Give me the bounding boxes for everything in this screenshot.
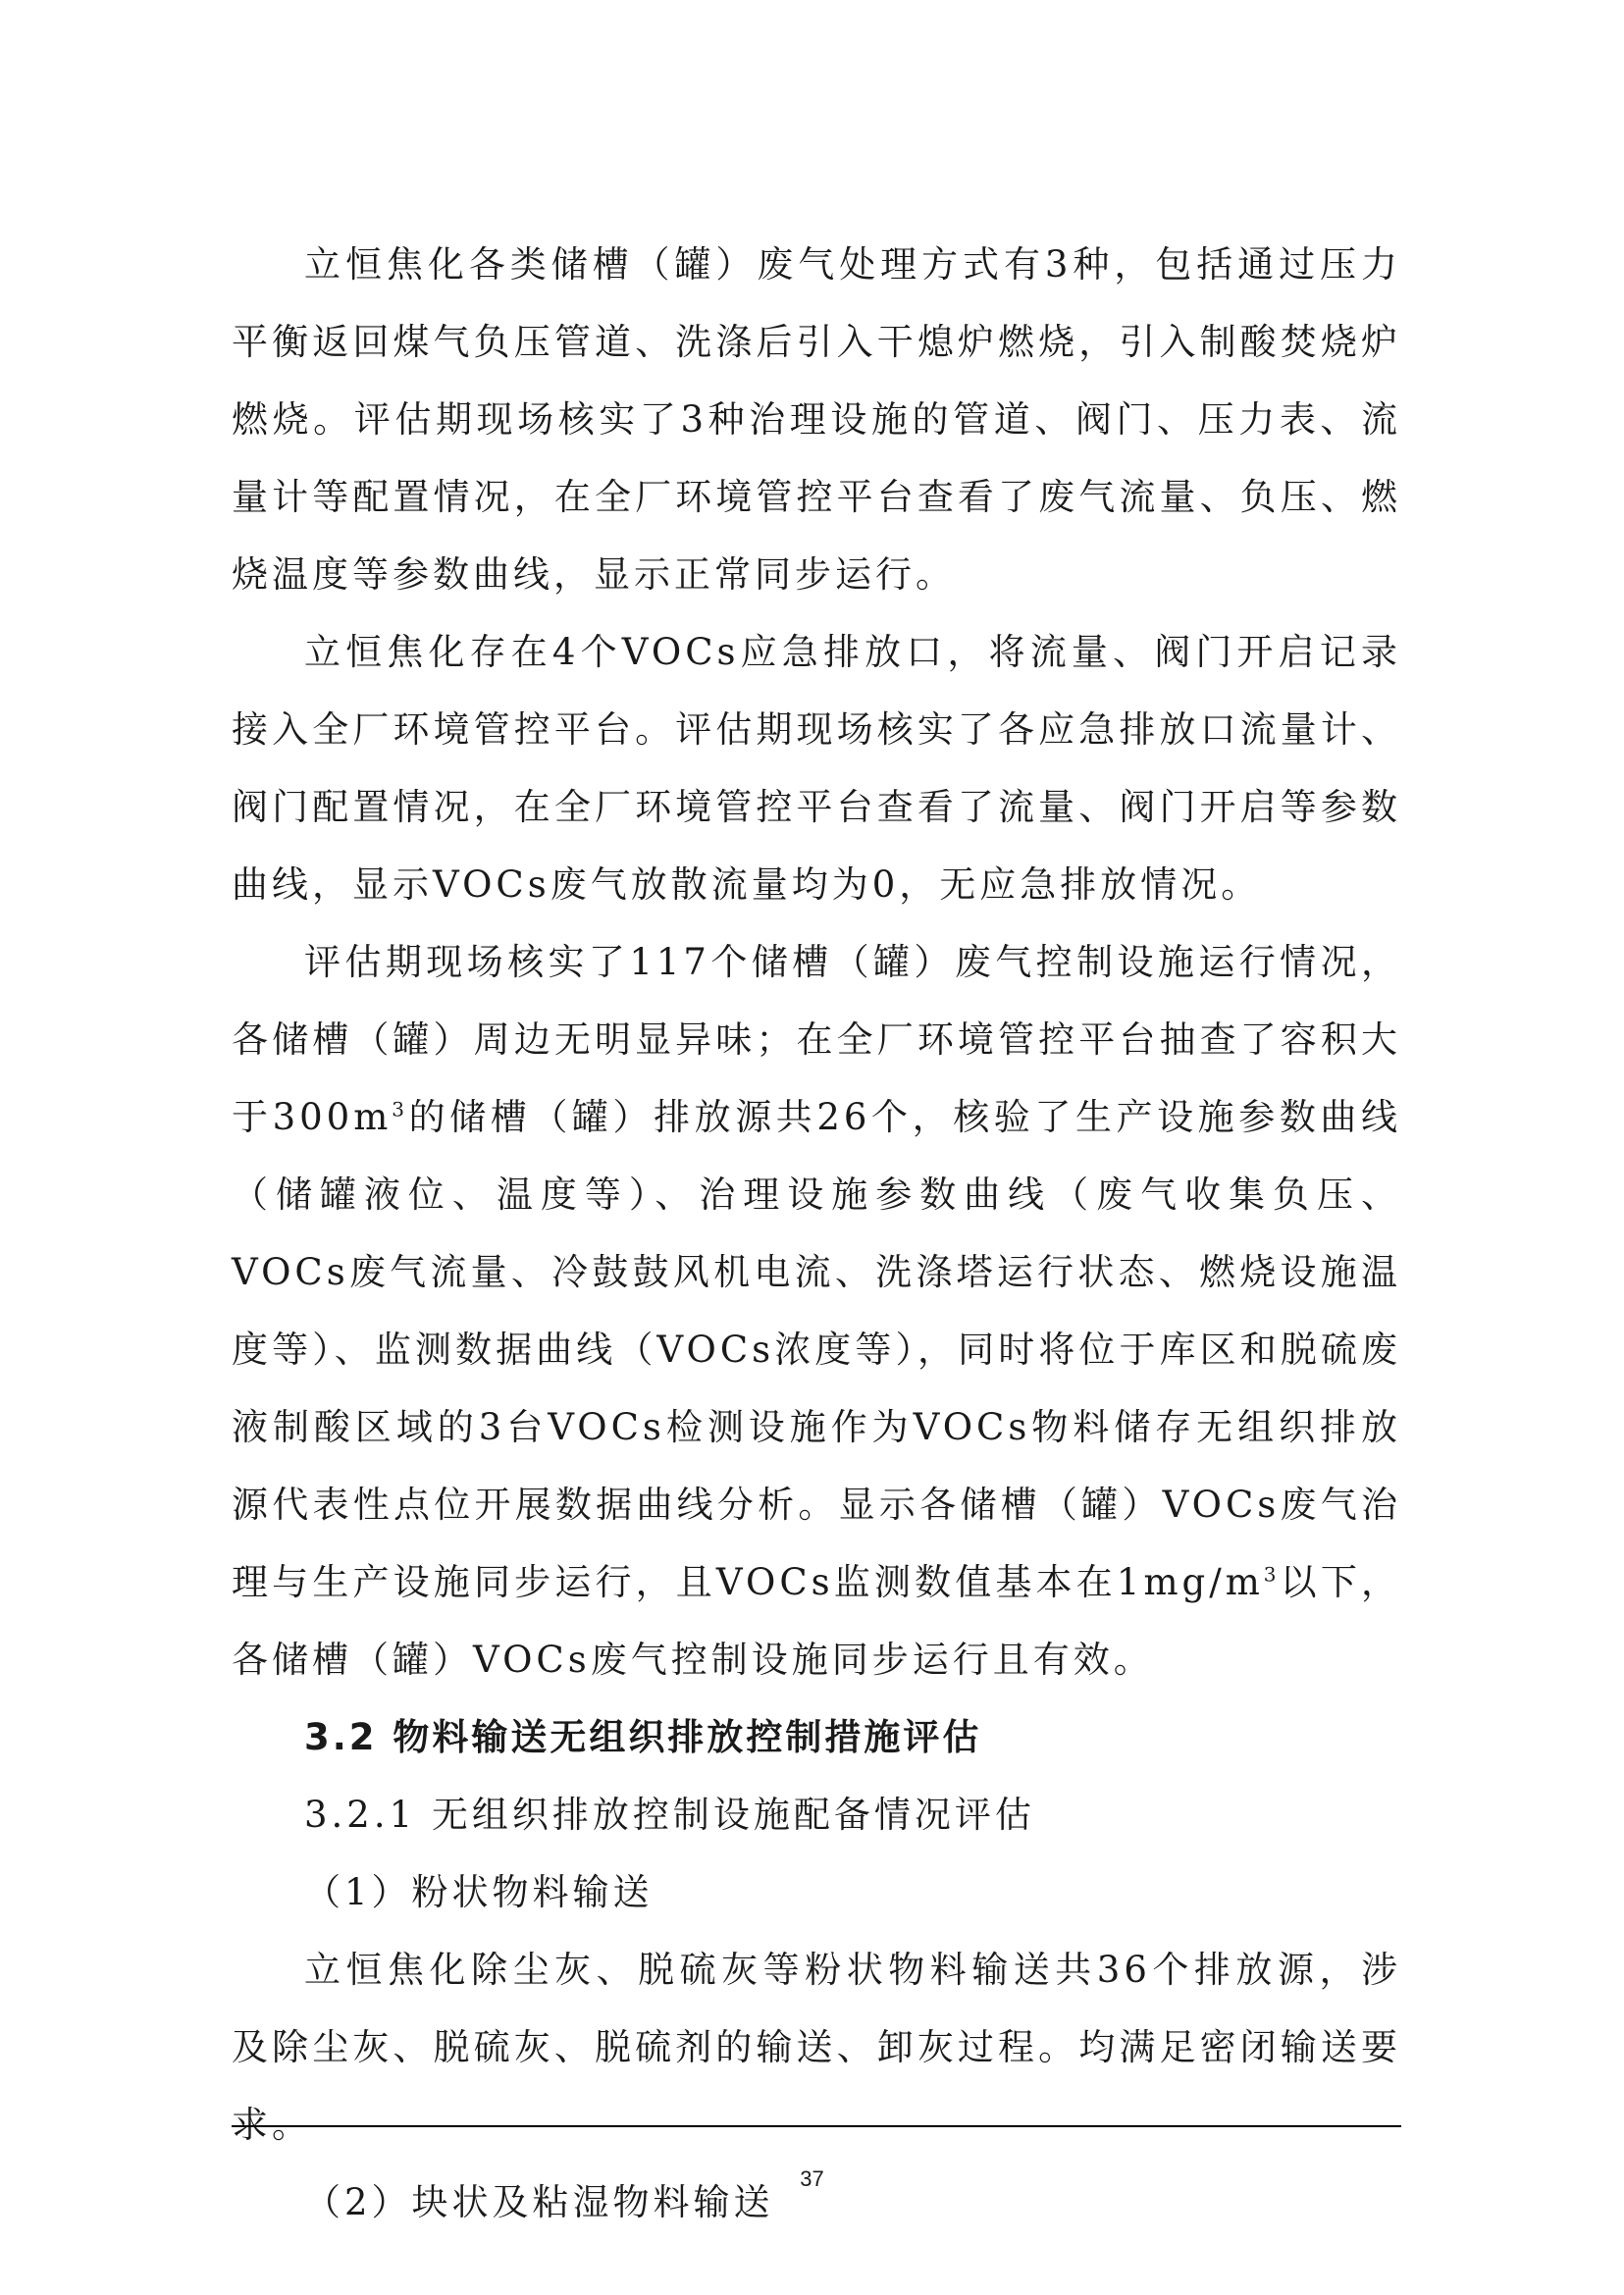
paragraph-text: 评估期现场核实了117个储槽（罐）废气控制设施运行情况，各储槽（罐）周边无明显异味；在全厂环境管控平台抽查了容积大于300m — [232, 941, 1401, 1138]
subsection-heading: 3.2.1 无组织排放控制设施配备情况评估 — [304, 1794, 1035, 1836]
superscript: 3 — [1263, 1562, 1281, 1587]
paragraph-storage-tank-treatment: 立恒焦化各类储槽（罐）废气处理方式有3种，包括通过压力平衡返回煤气负压管道、洗涤后引入干熄炉燃烧，引入制酸焚烧炉燃烧。评估期现场核实了3种治理设施的管道、阀门、压力表、流量计等配置情况，在全厂环境管控平台查看了废气流量、负压、燃烧温度等参数曲线，显示正常同步运行。 — [232, 243, 1401, 596]
paragraph-text: 以下，各储槽（罐）VOCs废气控制设施同步运行且有效。 — [232, 1561, 1401, 1681]
section-heading: 3.2 物料输送无组织排放控制措施评估 — [304, 1716, 982, 1758]
superscript: 3 — [392, 1097, 409, 1121]
item-heading-powder: （1）粉状物料输送 — [304, 1871, 654, 1913]
page-number: 37 — [800, 2166, 824, 2191]
page-body — [232, 226, 1401, 2241]
paragraph-emergency-outlets: 立恒焦化存在4个VOCs应急排放口，将流量、阀门开启记录接入全厂环境管控平台。评估期现场核实了各应急排放口流量计、阀门配置情况，在全厂环境管控平台查看了流量、阀门开启等参数曲线，显示VOCs废气放散流量均为0，无应急排放情况。 — [232, 631, 1401, 906]
paragraph-tank-verification — [232, 923, 1401, 1698]
footer-divider — [232, 2125, 1401, 2127]
paragraph-text: 的储槽（罐）排放源共26个，核验了生产设施参数曲线（储罐液位、温度等）、治理设施参数曲线（废气收集负压、VOCs废气流量、冷鼓鼓风机电流、洗涤塔运行状态、燃烧设施温度等）、监测数据曲线（VOCs浓度等），同时将位于库区和脱硫废液制酸区域的3台VOCs检测设施作为VOCs物料储存无组织排放源代表性点位开展数据曲线分析。显示各储槽（罐）VOCs废气治理与生产设施同步运行，且VOCs监测数值基本在1mg/m — [232, 1096, 1401, 1603]
item-heading-bulk: （2）块状及粘湿物料输送 — [304, 2181, 774, 2223]
paragraph-powder-transport: 立恒焦化除尘灰、脱硫灰等粉状物料输送共36个排放源，涉及除尘灰、脱硫灰、脱硫剂的输送、卸灰过程。均满足密闭输送要求。 — [232, 1949, 1401, 2146]
